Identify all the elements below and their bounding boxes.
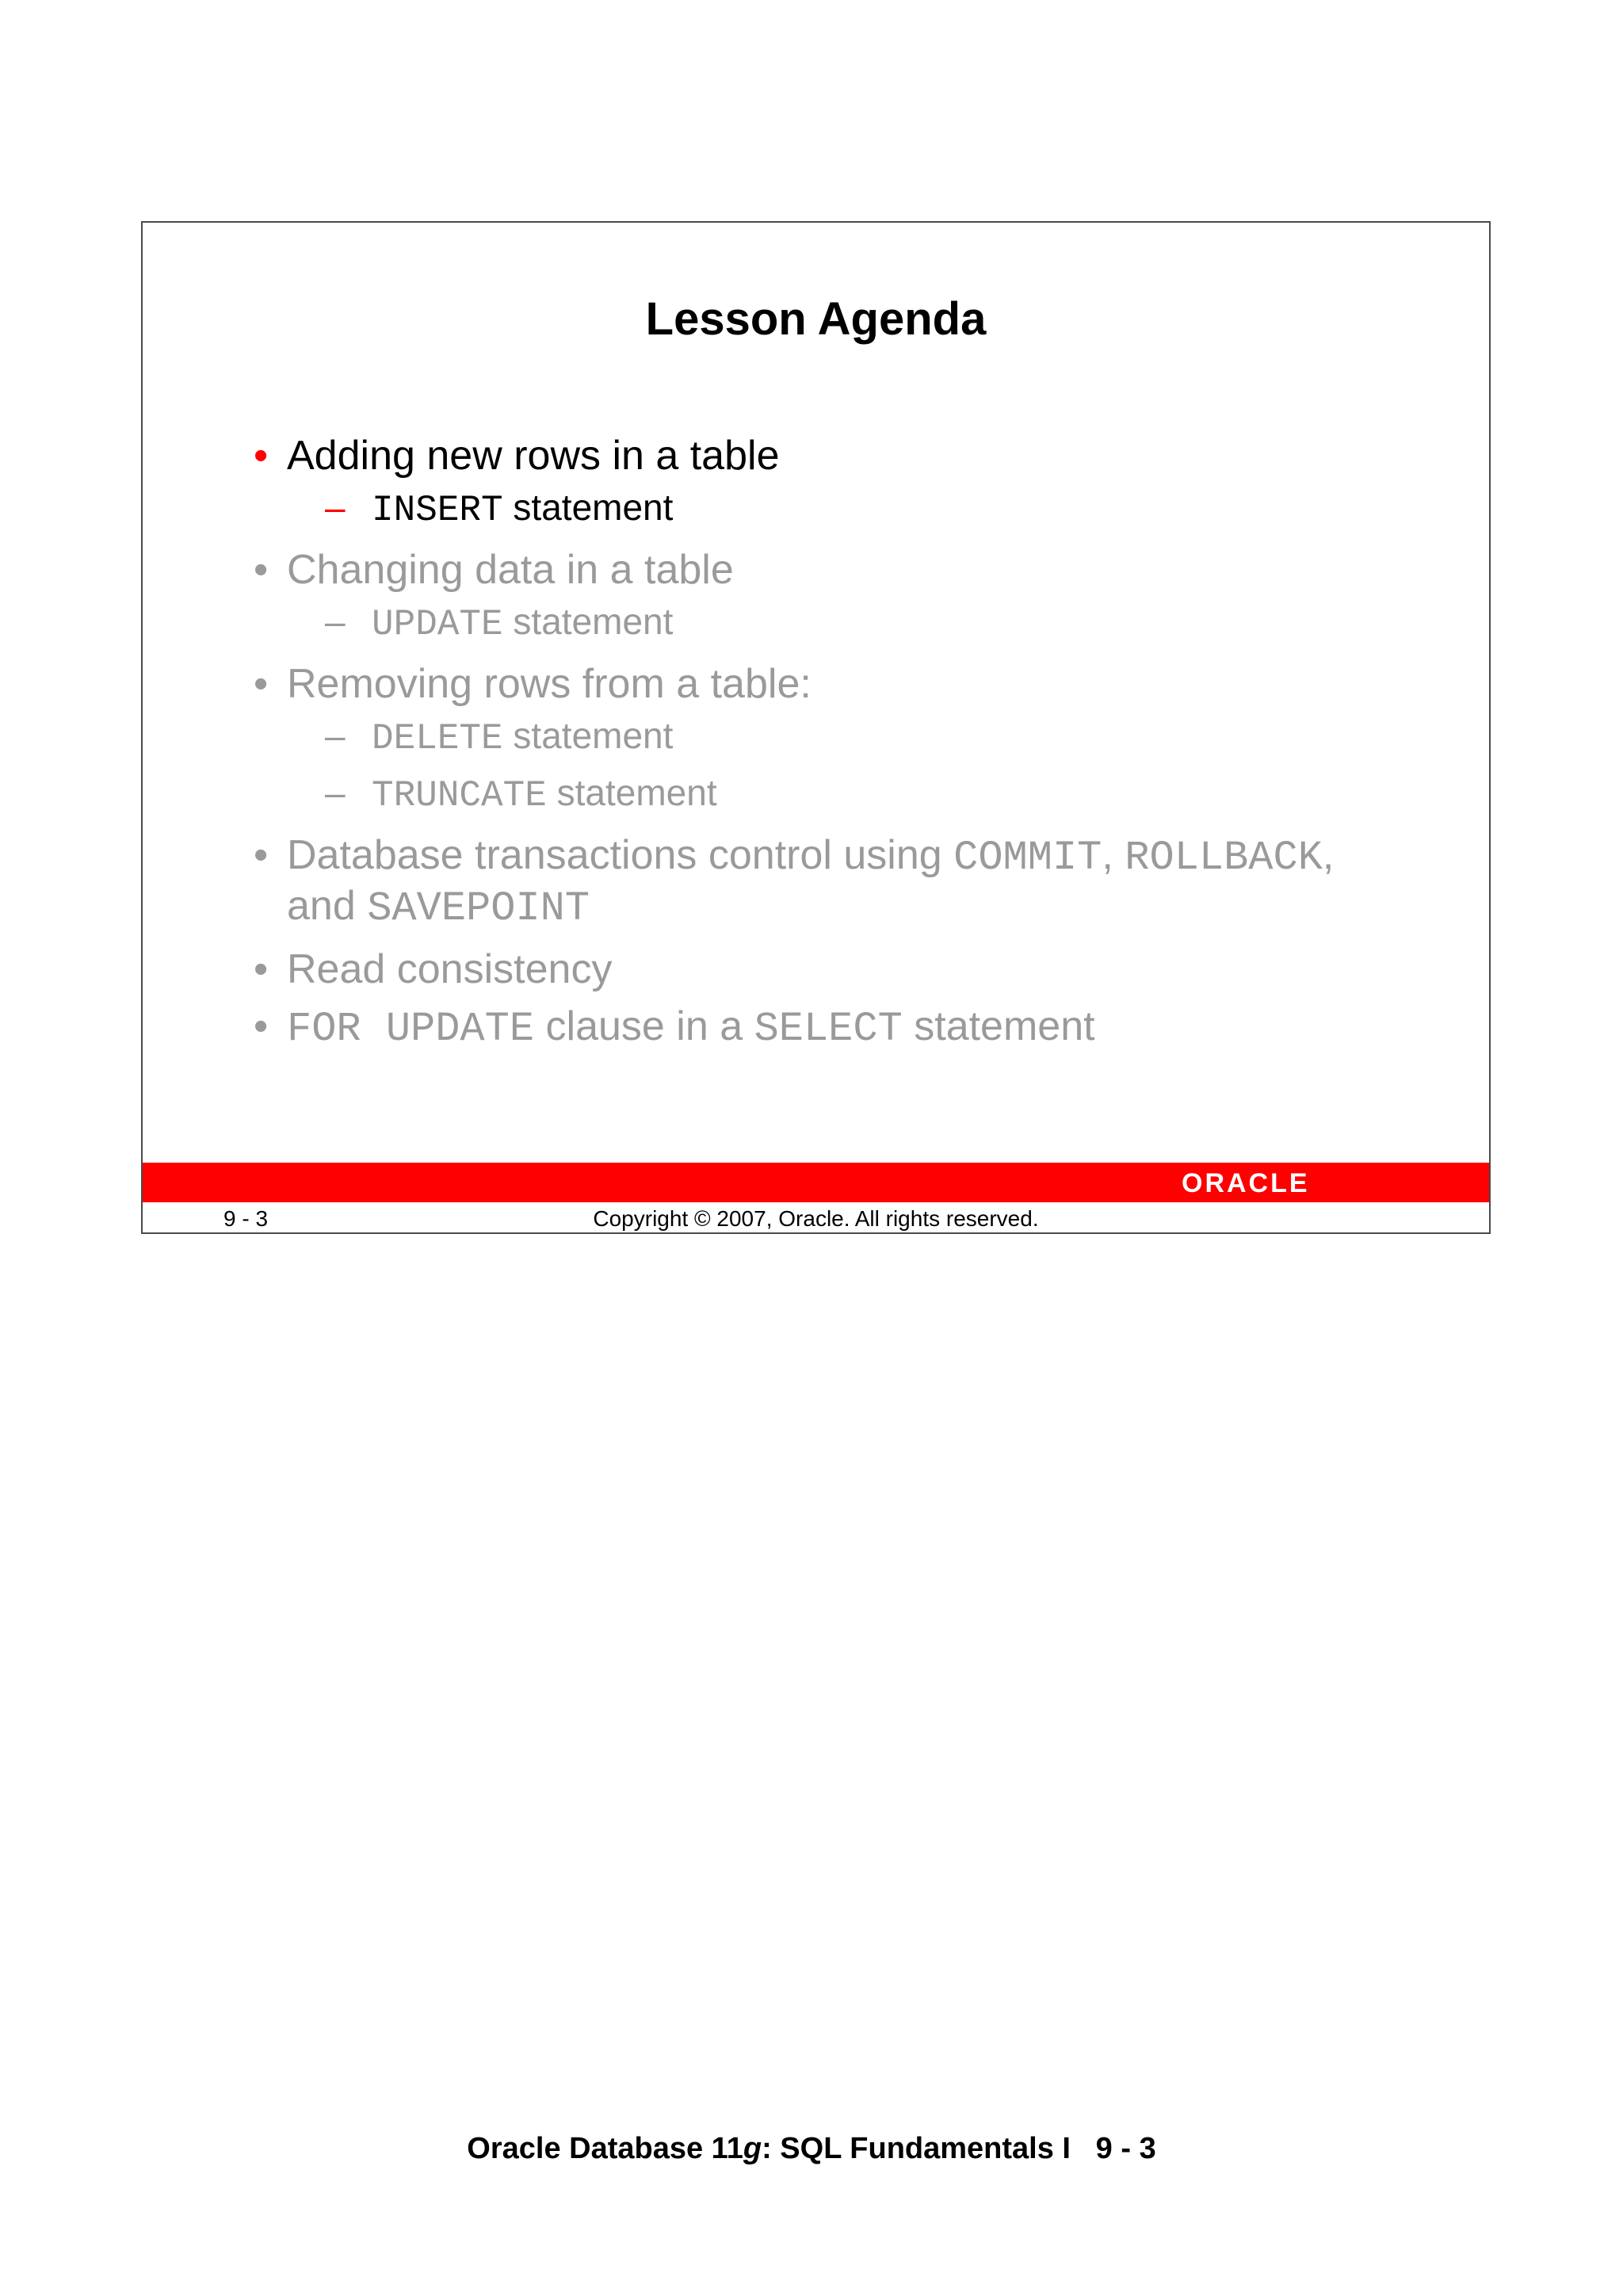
agenda-subitem-text: statement (502, 601, 674, 642)
agenda-subitem (246, 717, 1362, 757)
agenda-item-text: Changing data in a table (287, 547, 734, 593)
agenda-subitem (246, 489, 1362, 529)
agenda-item (246, 1003, 1362, 1052)
bullet-icon: • (254, 946, 269, 992)
page-footer-prefix: Oracle Database 11 (467, 2132, 743, 2165)
code-keyword: SELECT (754, 1006, 903, 1052)
brand-bar (143, 1163, 1489, 1202)
code-keyword: UPDATE (372, 604, 503, 645)
bullet-icon: • (254, 1003, 269, 1049)
agenda-item (246, 946, 1362, 992)
page-footer (0, 2132, 1623, 2166)
agenda-subitem-text: statement (502, 715, 674, 756)
agenda-item-text: Removing rows from a table: (287, 661, 812, 707)
code-keyword: TRUNCATE (372, 775, 547, 816)
agenda-item-text-part: clause in a (534, 1003, 754, 1049)
page-footer-suffix: : SQL Fundamentals I 9 - 3 (762, 2132, 1156, 2165)
agenda-item-text-part: Database transactions control using (287, 832, 954, 878)
bullet-icon: • (254, 832, 269, 878)
agenda-subitem (246, 603, 1362, 643)
bullet-icon: • (254, 547, 269, 593)
slide-number: 9 - 3 (223, 1206, 269, 1231)
code-keyword: COMMIT (953, 835, 1102, 881)
agenda-item-text-part: , (1102, 832, 1125, 878)
oracle-logo-text: ORACLE (1182, 1169, 1310, 1196)
agenda-item-text: Adding new rows in a table (287, 433, 780, 479)
agenda-item (246, 663, 1362, 705)
agenda-subitem-text: statement (502, 487, 674, 528)
dash-icon: – (325, 487, 346, 528)
agenda-subitem (246, 774, 1362, 814)
code-keyword: INSERT (372, 490, 503, 531)
dash-icon: – (325, 601, 346, 642)
copyright-text: Copyright © 2007, Oracle. All rights reserved. (593, 1206, 1039, 1231)
code-keyword: ROLLBACK (1125, 835, 1323, 881)
agenda-item (246, 547, 1362, 593)
page-footer-italic: g (743, 2132, 762, 2165)
bullet-icon: • (254, 433, 269, 479)
slide-footer (143, 1202, 1489, 1234)
agenda-item-text-part: and (287, 883, 368, 929)
agenda-item-continuation (246, 885, 1362, 930)
dash-icon: – (325, 715, 346, 756)
dash-icon: – (325, 772, 346, 813)
agenda-subitem-text: statement (546, 772, 717, 813)
oracle-logo (1182, 1169, 1348, 1196)
code-keyword: FOR UPDATE (287, 1006, 535, 1052)
agenda-list (246, 435, 1362, 1050)
agenda-item (246, 433, 1362, 479)
code-keyword: SAVEPOINT (367, 885, 590, 932)
agenda-item (246, 832, 1362, 881)
code-keyword: DELETE (372, 718, 503, 759)
agenda-item-text: Read consistency (287, 946, 613, 992)
bullet-icon: • (254, 661, 269, 707)
slide-title: Lesson Agenda (645, 293, 987, 345)
agenda-item-text-part: , (1322, 832, 1335, 878)
slide (141, 221, 1491, 1234)
agenda-item-text-part: statement (902, 1003, 1095, 1049)
